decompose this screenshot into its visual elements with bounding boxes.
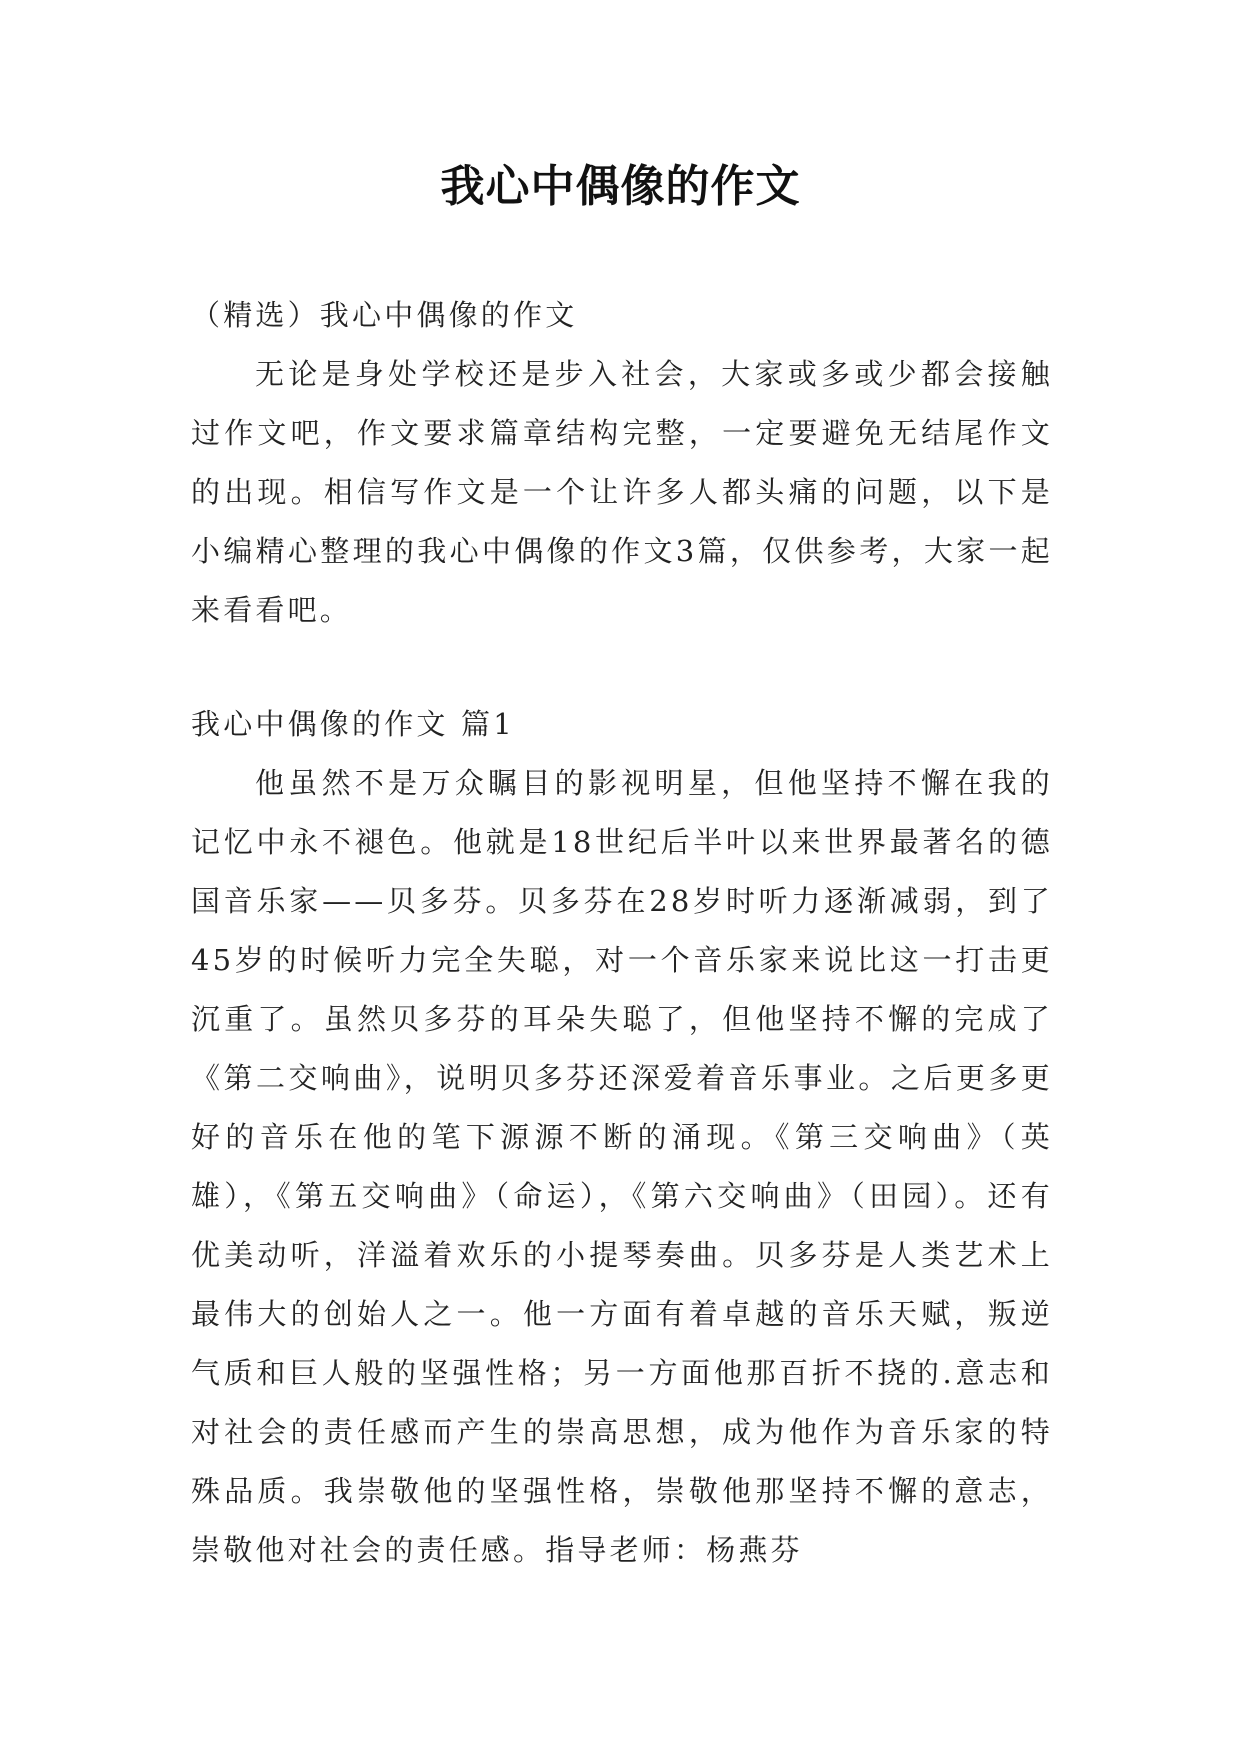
- intro-paragraph: 无论是身处学校还是步入社会，大家或多或少都会接触过作文吧，作文要求篇章结构完整，一定要避免无结尾作文的出现。相信写作文是一个让许多人都头痛的问题，以下是小编精心整理的我心中偶像的作文3篇，仅供参考，大家一起来看看吧。: [191, 357, 1053, 627]
- document-title: 我心中偶像的作文: [440, 161, 801, 212]
- document-subtitle: （精选）我心中偶像的作文: [191, 298, 578, 332]
- essay-paragraph: 他虽然不是万众瞩目的影视明星，但他坚持不懈在我的记忆中永不褪色。他就是18世纪后半叶以来世界最著名的德国音乐家——贝多芬。贝多芬在28岁时听力逐渐减弱，到了45岁的时候听力完全失聪，对一个音乐家来说比这一打击更沉重了。虽然贝多芬的耳朵失聪了，但他坚持不懈的完成了《第二交响曲》，说明贝多芬还深爱着音乐事业。之后更多更好的音乐在他的笔下源源不断的涌现。《第三交响曲》（英雄），《第五交响曲》（命运），《第六交响曲》（田园）。还有优美动听，洋溢着欢乐的小提琴奏曲。贝多芬是人类艺术上最伟大的创始人之一。他一方面有着卓越的音乐天赋，叛逆气质和巨人般的坚强性格；另一方面他那百折不挠的.意志和对社会的责任感而产生的崇高思想，成为他作为音乐家的特殊品质。我崇敬他的坚强性格，崇敬他那坚持不懈的意志，崇敬他对社会的责任感。指导老师：杨燕芬: [191, 766, 1053, 1567]
- section-heading: 我心中偶像的作文 篇1: [191, 707, 515, 741]
